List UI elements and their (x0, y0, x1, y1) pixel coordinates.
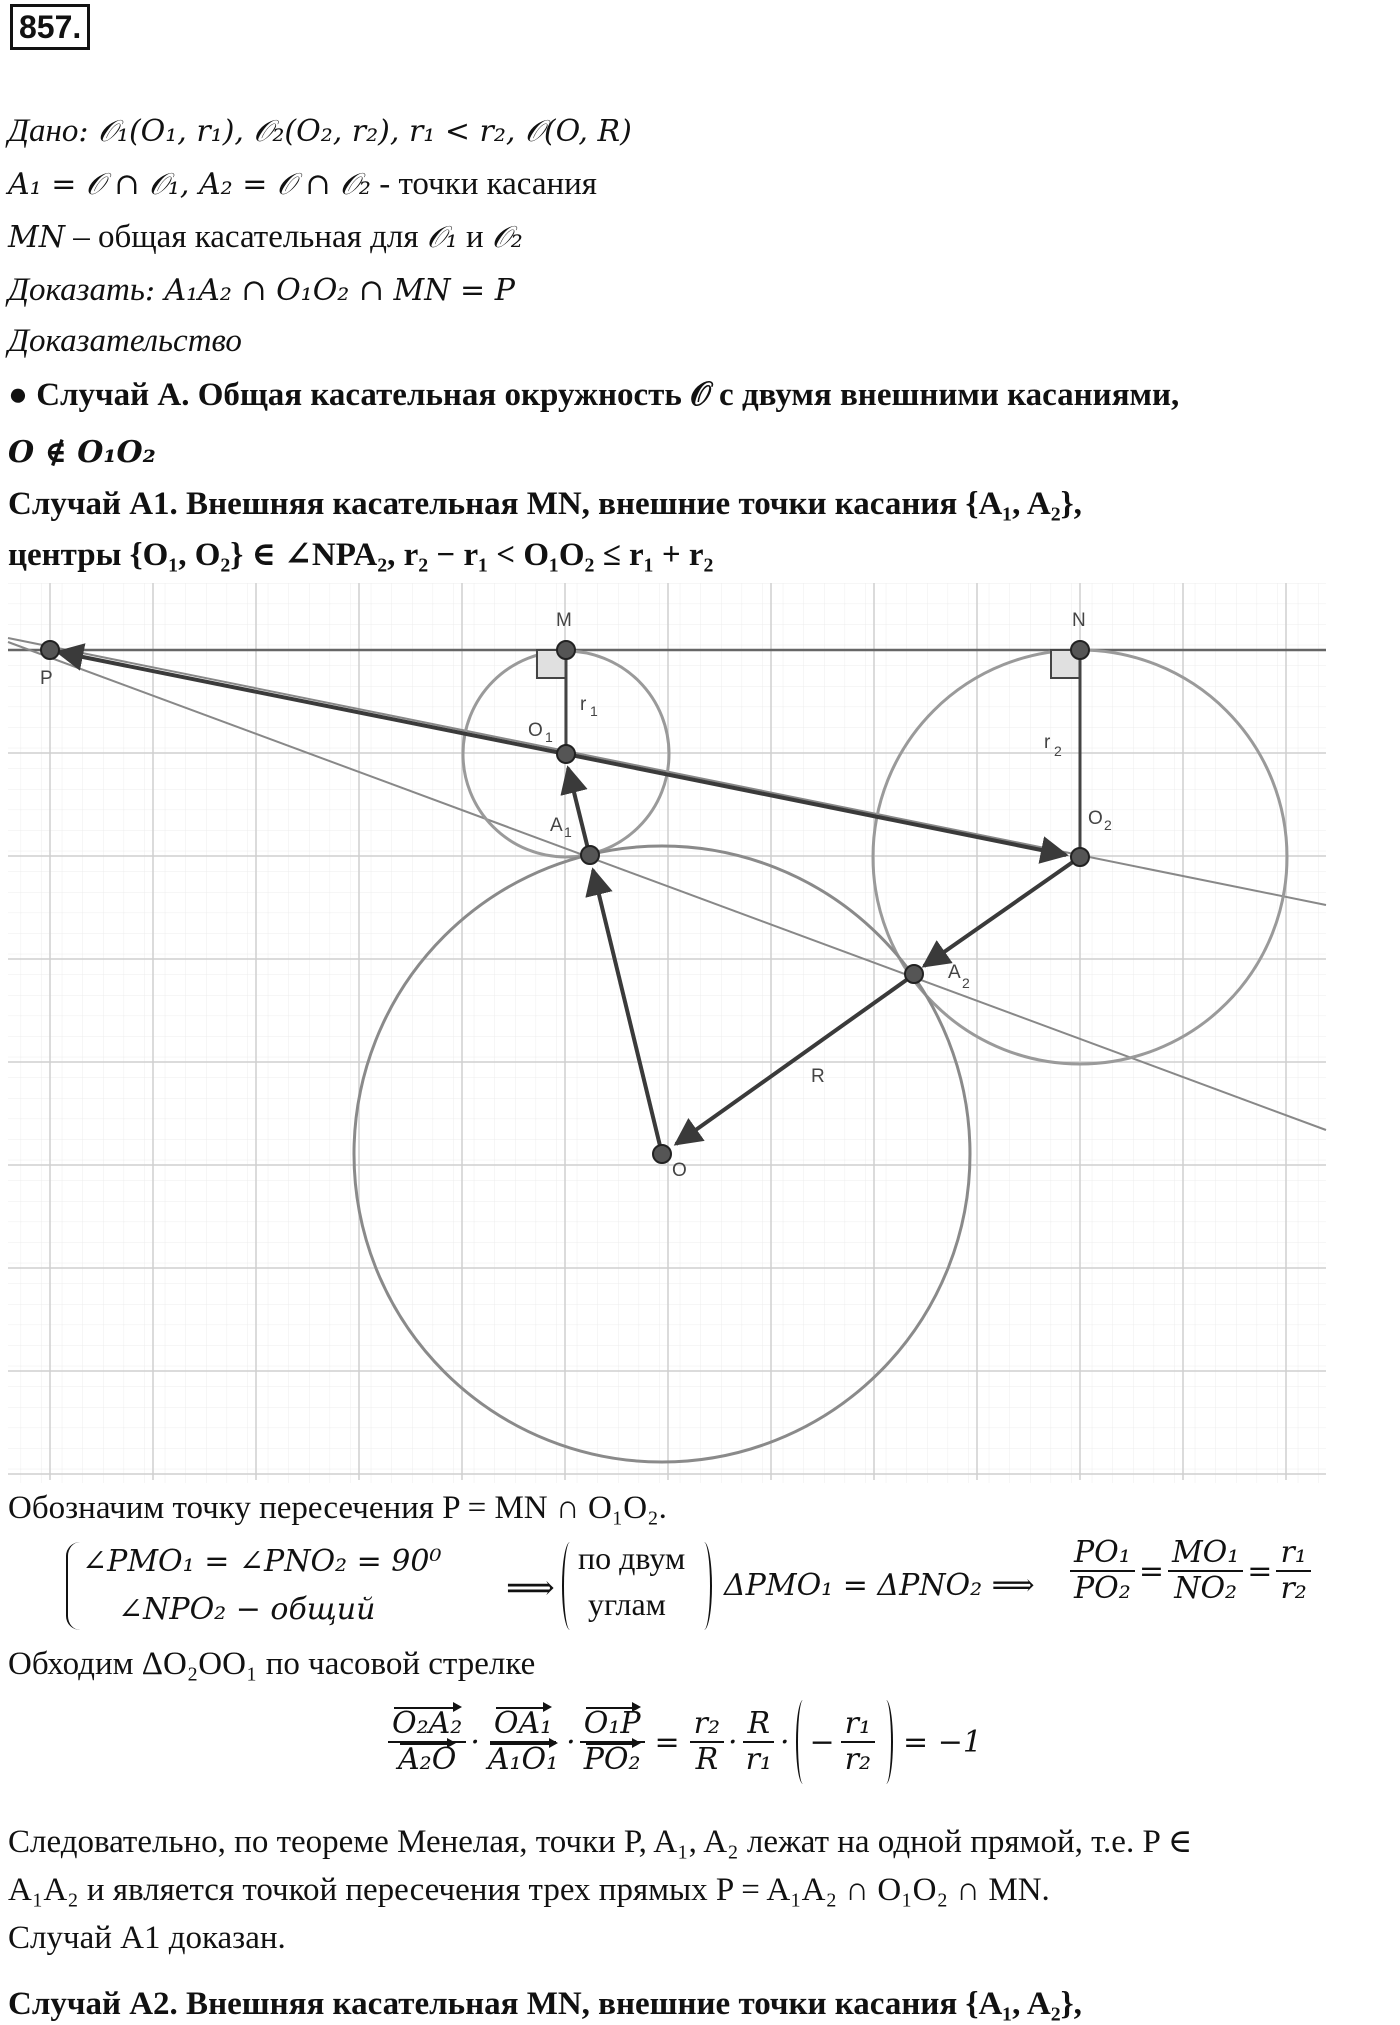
given-math: : 𝒪₁(O₁, r₁), 𝒪₂(O₂, r₂), r₁ < r₂, 𝒪(O, R) (78, 114, 632, 149)
dot: · (728, 1724, 738, 1760)
dot: · (470, 1724, 480, 1760)
case-a-title (8, 375, 1179, 415)
case-a1-line2: центры {O₁, O₂} ∈ ∠NPA₂, r₂ − r₁ < O₁O₂ ≤ r₁ + r₂ (8, 537, 714, 573)
paren-left (562, 1542, 578, 1630)
ratio-r-r1: $\frac{R}{\text{r₁}}$ (742, 1707, 776, 1777)
eq-sign: = (654, 1724, 680, 1760)
label-p: P (40, 668, 53, 689)
system-brace (66, 1542, 82, 1630)
fraction-po (1070, 1536, 1135, 1606)
and-text: и (457, 219, 492, 255)
frac-num: MO₁ (1168, 1536, 1243, 1572)
result: = −1 (903, 1724, 982, 1760)
vector-fraction-1 (388, 1707, 466, 1777)
case-a1-line1: Случай А1. Внешняя касательная MN, внешние точки касания {A₁, A₂}, (8, 486, 1082, 522)
point-m (557, 641, 575, 659)
prove-math: : A₁A₂ ∩ O₁O₂ ∩ MN = P (144, 273, 515, 308)
paren-right (696, 1542, 712, 1630)
vec-num: O₂A₂ (392, 1706, 463, 1741)
label-o2: O (1088, 808, 1103, 829)
system-eq1: ∠PMO₁ = ∠PNO₂ = 90⁰ (82, 1544, 442, 1579)
eq-sign: = (1138, 1553, 1164, 1589)
geometry-figure (0, 583, 1330, 1483)
label-a1-sub: 1 (564, 824, 572, 840)
tangent-points-math: A₁ = 𝒪 ∩ 𝒪₁, A₂ = 𝒪 ∩ 𝒪₂ (8, 167, 371, 202)
ratio-r2-r: $\frac{\text{r₂}}{R}$ (690, 1707, 724, 1777)
frac-den: r₂ (1280, 1571, 1307, 1606)
tangent-points-text: - точки касания (370, 166, 597, 202)
conclusion-line-1: Следовательно, по теореме Менелая, точки P, A₁, A₂ лежат на одной прямой, т.е. P ∈ (8, 1824, 1193, 1860)
label-o2-sub: 2 (1104, 817, 1112, 833)
label-r2: r (1044, 732, 1051, 753)
triangle-equality: ΔPMO₁ = ΔPNO₂ ⟹ (724, 1568, 1035, 1603)
frac-num: r₁ (1276, 1536, 1310, 1572)
problem-number: 857. (10, 4, 90, 50)
conclusion-line-2: A₁A₂ и является точкой пересечения трех прямых P = A₁A₂ ∩ O₁O₂ ∩ MN. (8, 1872, 1050, 1908)
point-a2 (905, 965, 923, 983)
label-r1: r (580, 694, 587, 715)
label-o1-sub: 1 (545, 729, 553, 745)
bullet: ● (8, 377, 28, 413)
proof-label: Доказательство (8, 323, 242, 359)
denote-line: Обозначим точку пересечения P = MN ∩ O₁O₂. (8, 1490, 667, 1526)
vec-den: A₁O₁ (487, 1742, 559, 1777)
ratio-fractions (1066, 1536, 1315, 1606)
ratio-r1-r2: $\frac{\text{r₁}}{\text{r₂}}$ (841, 1707, 875, 1777)
label-o1: O (528, 720, 543, 741)
vec-num: OA₁ (493, 1706, 553, 1741)
point-o2 (1071, 848, 1089, 866)
system-eq2: ∠NPO₂ − общий (118, 1592, 376, 1627)
common-tangent-text: – общая касательная для (64, 219, 427, 255)
menelaus-equation: $\frac{\text{O₂A₂}}{\text{A₂O}}$ · $\frac{\text{OA₁}}{\text{A₁O₁}}$ · $\frac{\text{O₁P}}{\text{PO₂}}$ = $\frac{\text{r₂}}{R}$ · $\frac{R}{\text{r₁}}$ · − $\frac{\text{r₁}}{\text{r₂}}$ = −1 (384, 1700, 982, 1784)
paren-bottom-text: углам (588, 1586, 666, 1622)
label-o: O (672, 1160, 687, 1181)
circle2-math: 𝒪₂ (491, 220, 523, 255)
case-a-title-text: Случай А. Общая касательная окружность 𝒪 с двумя внешними касаниями, (36, 377, 1180, 413)
case-proved: Случай А1 доказан. (8, 1920, 286, 1956)
grid-minor (8, 583, 1326, 1483)
circle1-math: 𝒪₁ (426, 220, 458, 255)
dot: · (779, 1724, 790, 1760)
vector-fraction-2 (484, 1707, 562, 1777)
point-p (41, 641, 59, 659)
prove-line (8, 270, 515, 311)
mn-math: MN (8, 220, 65, 255)
point-o1 (557, 745, 575, 763)
paren-open (796, 1700, 810, 1784)
label-m: M (556, 610, 572, 631)
fraction-r (1276, 1536, 1310, 1606)
point-o (653, 1145, 671, 1163)
label-r-big: R (811, 1066, 825, 1087)
paren-top-text: по двум (578, 1540, 686, 1576)
vec-den: A₂O (398, 1742, 457, 1777)
fraction-mo (1168, 1536, 1243, 1606)
label-n: N (1072, 610, 1086, 631)
label-a2: A (948, 962, 961, 983)
paren-close (879, 1700, 893, 1784)
traverse-line: Обходим ΔO₂OO₁ по часовой стрелке (8, 1646, 536, 1682)
implies-1: ⟹ (506, 1568, 555, 1608)
label-a2-sub: 2 (962, 975, 970, 991)
label-r2-sub: 2 (1054, 743, 1062, 759)
point-n (1071, 641, 1089, 659)
frac-num: PO₁ (1070, 1536, 1135, 1572)
tangent-points-line (8, 164, 597, 205)
common-tangent-line (8, 217, 523, 258)
dot: · (566, 1724, 576, 1760)
vec-den: PO₂ (583, 1742, 641, 1777)
given-line (8, 111, 632, 152)
given-label: Дано (8, 113, 79, 149)
frac-den: NO₂ (1174, 1571, 1238, 1606)
point-a1 (581, 846, 599, 864)
label-a1: A (550, 815, 563, 836)
case-a-condition: O ∉ O₁O₂ (8, 435, 156, 470)
eq-sign: = (1247, 1553, 1273, 1589)
case-a2-line: Случай А2. Внешняя касательная MN, внешние точки касания {A₁, A₂}, (8, 1986, 1082, 2022)
label-r1-sub: 1 (590, 703, 598, 719)
vector-fraction-3 (580, 1707, 645, 1777)
prove-label: Доказать (8, 272, 145, 308)
vec-num: O₁P (583, 1706, 641, 1741)
frac-den: PO₂ (1074, 1571, 1131, 1606)
